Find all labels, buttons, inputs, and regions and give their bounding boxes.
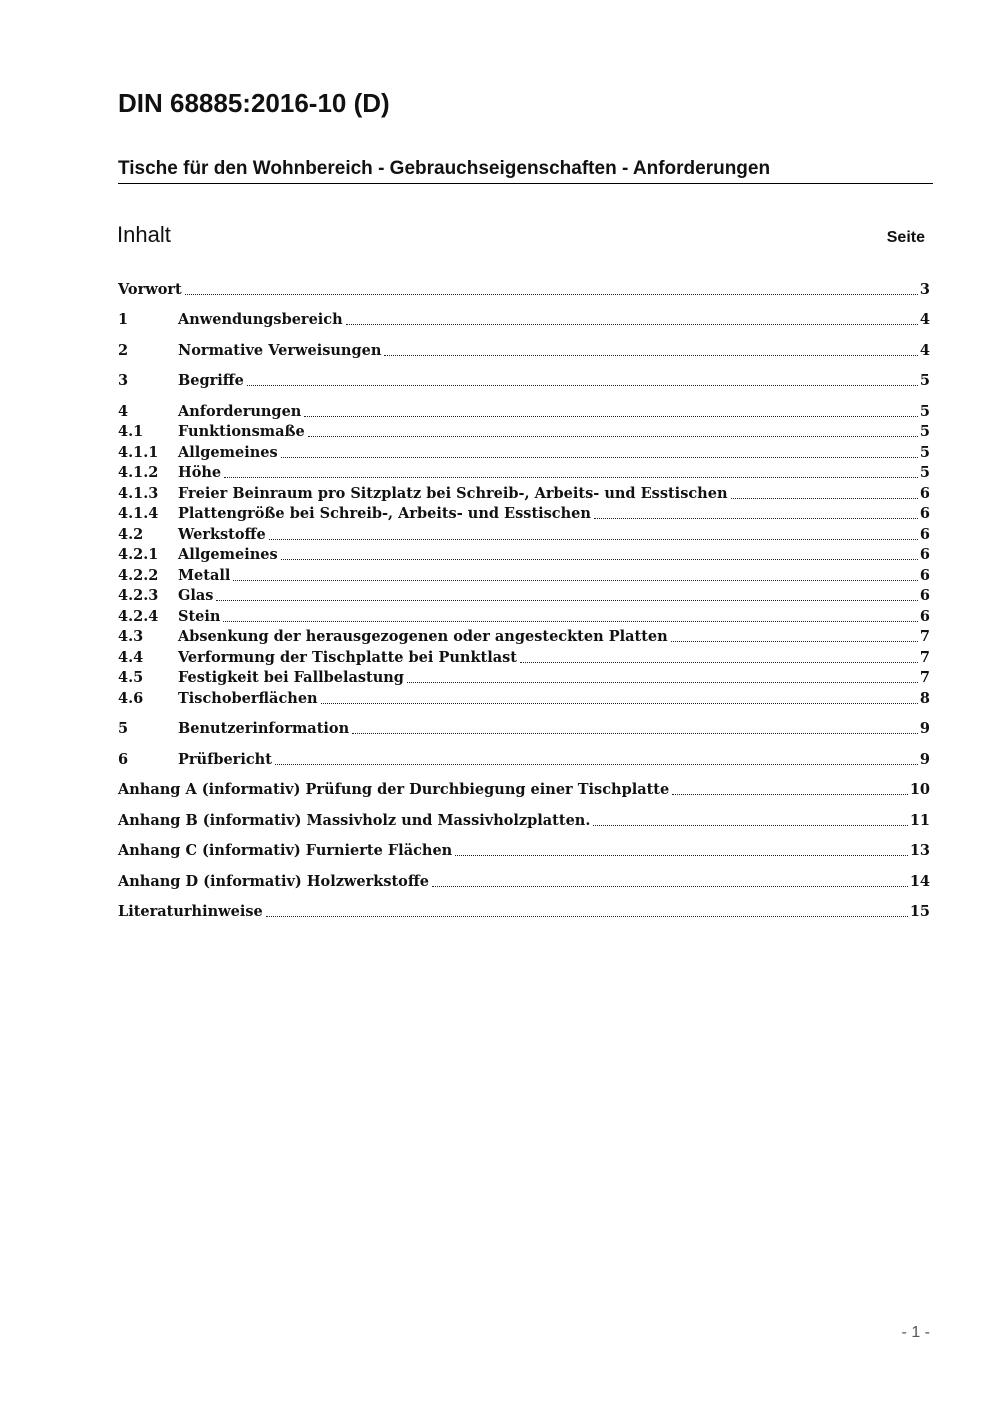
toc-entry-page: 6	[919, 546, 930, 563]
toc-entry-page: 3	[919, 281, 930, 298]
toc-entry-number: 4.2.3	[118, 587, 159, 604]
toc-entry[interactable]	[118, 668, 930, 688]
toc-entry-number: 4.2.4	[118, 608, 159, 625]
toc-entry[interactable]	[118, 504, 930, 524]
toc-entry[interactable]	[118, 310, 930, 330]
toc-entry-page: 14	[909, 873, 930, 890]
toc-dot-leader	[455, 854, 908, 856]
toc-entry-number: 4.1.4	[118, 505, 159, 522]
toc-dot-leader	[269, 538, 918, 540]
toc-dot-leader	[223, 620, 917, 622]
toc-dot-leader	[321, 702, 918, 704]
toc-entry-number: 4.1.2	[118, 464, 159, 481]
toc-entry-page: 5	[919, 372, 930, 389]
toc-entry-title: Verformung der Tischplatte bei Punktlast	[178, 649, 517, 666]
toc-entry[interactable]	[118, 566, 930, 586]
toc-entry[interactable]	[118, 811, 930, 831]
toc-entry-number: 3	[118, 372, 129, 389]
toc-entry[interactable]	[118, 872, 930, 892]
toc-entry-number: 4.1.1	[118, 444, 159, 461]
toc-entry-title: Anforderungen	[178, 403, 302, 420]
toc-entry-title: Metall	[178, 567, 231, 584]
toc-entry-title: Vorwort	[118, 281, 182, 298]
toc-entry-title: Plattengröße bei Schreib-, Arbeits- und Esstischen	[178, 505, 591, 522]
toc-entry-page: 9	[919, 751, 930, 768]
toc-entry[interactable]	[118, 689, 930, 709]
toc-dot-leader	[185, 293, 918, 295]
document-subtitle: Tische für den Wohnbereich - Gebrauchseigenschaften - Anforderungen	[118, 158, 933, 184]
toc-entry-number: 4.1	[118, 423, 144, 440]
page-number: - 1 -	[901, 1324, 930, 1341]
toc-entry-number: 4.1.3	[118, 485, 159, 502]
toc-entry-title: Absenkung der herausgezogenen oder angesteckten Platten	[178, 628, 668, 645]
toc-dot-leader	[731, 497, 918, 499]
toc-entry-page: 4	[919, 342, 930, 359]
toc-dot-leader	[594, 517, 918, 519]
toc-entry-title: Funktionsmaße	[178, 423, 305, 440]
toc-entry-title: Anhang B (informativ) Massivholz und Massivholzplatten.	[118, 812, 591, 829]
toc-entry-page: 9	[919, 720, 930, 737]
toc-entry-page: 5	[919, 444, 930, 461]
toc-entry-number: 4.2.2	[118, 567, 159, 584]
toc-entry[interactable]	[118, 841, 930, 861]
toc-entry-title: Höhe	[178, 464, 222, 481]
toc-dot-leader	[224, 476, 918, 478]
toc-entry-number: 5	[118, 720, 129, 737]
toc-entry-page: 6	[919, 526, 930, 543]
toc-entry[interactable]	[118, 280, 930, 300]
toc-entry-number: 1	[118, 311, 129, 328]
toc-entry[interactable]	[118, 484, 930, 504]
toc-entry-title: Literaturhinweise	[118, 903, 263, 920]
toc-entry-page: 7	[919, 649, 930, 666]
toc-entry[interactable]	[118, 371, 930, 391]
toc-entry-page: 7	[919, 669, 930, 686]
toc-entry-title: Festigkeit bei Fallbelastung	[178, 669, 404, 686]
toc-entry-page: 6	[919, 567, 930, 584]
toc-entry[interactable]	[118, 719, 930, 739]
toc-entry-page: 4	[919, 311, 930, 328]
toc-entry-page: 11	[909, 812, 930, 829]
toc-dot-leader	[281, 558, 918, 560]
toc-dot-leader	[233, 579, 918, 581]
toc-dot-leader	[384, 354, 918, 356]
toc-dot-leader	[520, 661, 918, 663]
toc-entry-number: 4	[118, 403, 129, 420]
toc-entry[interactable]	[118, 341, 930, 361]
toc-dot-leader	[266, 915, 908, 917]
toc-entry-number: 4.5	[118, 669, 144, 686]
toc-entry-title: Prüfbericht	[178, 751, 272, 768]
toc-entry-title: Stein	[178, 608, 221, 625]
toc-entry[interactable]	[118, 627, 930, 647]
toc-entry-page: 5	[919, 403, 930, 420]
toc-entry-title: Allgemeines	[178, 546, 278, 563]
toc-dot-leader	[593, 824, 907, 826]
toc-entry-page: 6	[919, 587, 930, 604]
toc-entry-title: Anwendungsbereich	[178, 311, 343, 328]
toc-entry-title: Allgemeines	[178, 444, 278, 461]
toc-entry[interactable]	[118, 525, 930, 545]
toc-entry-page: 8	[919, 690, 930, 707]
toc-entry-page: 7	[919, 628, 930, 645]
toc-entry-number: 2	[118, 342, 129, 359]
toc-entry-title: Begriffe	[178, 372, 244, 389]
toc-dot-leader	[308, 435, 918, 437]
toc-dot-leader	[304, 415, 918, 417]
toc-entry-page: 6	[919, 505, 930, 522]
toc-dot-leader	[432, 885, 908, 887]
toc-entry-number: 4.2	[118, 526, 144, 543]
toc-entry-page: 5	[919, 464, 930, 481]
toc-entry-page: 13	[909, 842, 930, 859]
toc-entry-title: Anhang D (informativ) Holzwerkstoffe	[118, 873, 429, 890]
toc-dot-leader	[281, 456, 918, 458]
toc-heading: Inhalt	[117, 222, 171, 247]
toc-entry-title: Tischoberflächen	[178, 690, 318, 707]
toc-entry-title: Werkstoffe	[178, 526, 266, 543]
toc-page-column-label: Seite	[886, 229, 925, 246]
toc-entry[interactable]	[118, 648, 930, 668]
toc-entry-number: 4.3	[118, 628, 144, 645]
toc-entry-page: 6	[919, 608, 930, 625]
toc-dot-leader	[216, 599, 917, 601]
toc-entry-title: Freier Beinraum pro Sitzplatz bei Schreib-, Arbeits- und Esstischen	[178, 485, 728, 502]
toc-entry-page: 5	[919, 423, 930, 440]
toc-dot-leader	[346, 323, 918, 325]
toc-entry-number: 6	[118, 751, 129, 768]
toc-dot-leader	[672, 793, 908, 795]
toc-entry[interactable]	[118, 443, 930, 463]
toc-entry-title: Anhang C (informativ) Furnierte Flächen	[118, 842, 453, 859]
toc-dot-leader	[671, 640, 918, 642]
toc-entry[interactable]	[118, 586, 930, 606]
toc-entry[interactable]	[118, 750, 930, 770]
toc-entry[interactable]	[118, 402, 930, 422]
toc-entry[interactable]	[118, 545, 930, 565]
toc-entry[interactable]	[118, 902, 930, 922]
document-title: DIN 68885:2016-10 (D)	[118, 88, 390, 118]
toc-entry-page: 10	[909, 781, 930, 798]
toc-entry-title: Glas	[178, 587, 214, 604]
toc-entry[interactable]	[118, 422, 930, 442]
toc-entry-number: 4.6	[118, 690, 144, 707]
toc-dot-leader	[407, 681, 918, 683]
toc-entry[interactable]	[118, 607, 930, 627]
toc-dot-leader	[275, 763, 918, 765]
toc-entry[interactable]	[118, 463, 930, 483]
toc-entry-title: Anhang A (informativ) Prüfung der Durchbiegung einer Tischplatte	[118, 781, 670, 798]
toc-entry[interactable]	[118, 780, 930, 800]
toc-dot-leader	[352, 732, 918, 734]
toc-dot-leader	[247, 384, 918, 386]
toc-entry-page: 15	[909, 903, 930, 920]
toc-entry-title: Benutzerinformation	[178, 720, 350, 737]
toc-entry-number: 4.2.1	[118, 546, 159, 563]
toc-entry-title: Normative Verweisungen	[178, 342, 382, 359]
toc-entry-page: 6	[919, 485, 930, 502]
toc-entry-number: 4.4	[118, 649, 144, 666]
